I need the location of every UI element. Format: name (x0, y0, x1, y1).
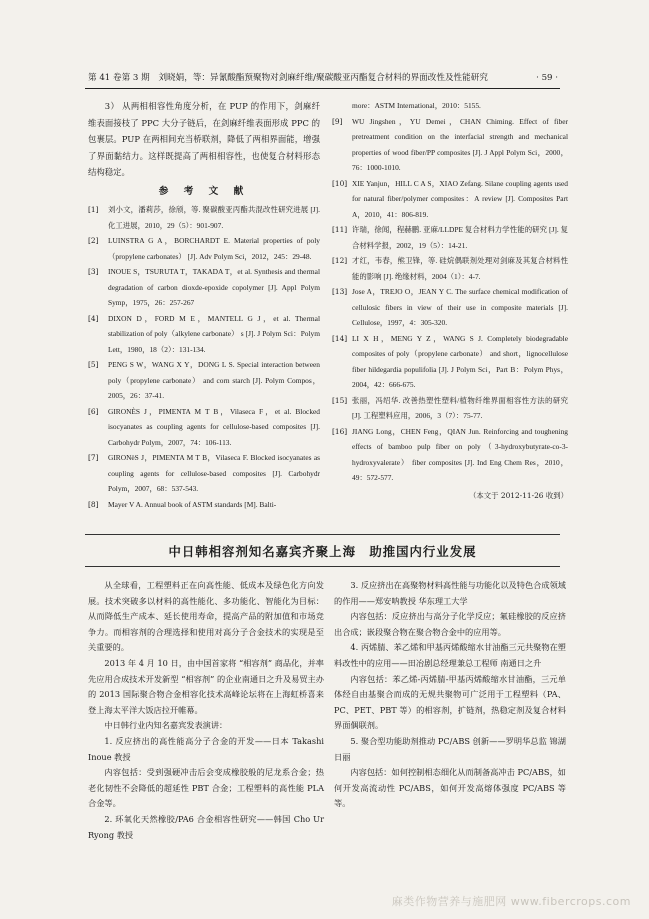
news-left-column (88, 578, 324, 843)
reference-item (88, 357, 320, 404)
reference-text: Jose A，TREJO O，JEAN Y C. The surface chemical modification of cellulosic fibers in view of their use in composite materials [J]. Cellulose，1997，4：305-320. (352, 287, 568, 327)
reference-text: GIRONèS J，PIMENTA M T B，Vilaseca F. Blocked isocyanates as coupling agents for cellulose-based composites [J]. Carbohydr Polym，2007，68：537-543. (108, 453, 320, 493)
reference-number: [16] (332, 426, 348, 436)
reference-number: [7] (88, 453, 99, 462)
running-header (88, 70, 558, 86)
news-paragraph: 从全球看，工程塑料正在向高性能、低成本及绿色化方向发展。技术突破多以材料的高性能化、多功能化、智能化为目标：从而降低生产成本、延长使用寿命，提高产品的附加值和市场竞争力。而相容剂的合理选择和使用对高分子合金技术的实现是至关重要的。 (88, 580, 324, 653)
reference-text: LI X H，MENG Y Z，WANG S J. Completely biodegradable composites of poly（propylene carbonate） and short，lignocellulose fiber hildegardia populifolia [J]. J Polym Sci，Part B：Polym Phys，2004，42：666-675. (352, 333, 568, 389)
reference-number: [8] (88, 499, 99, 509)
reference-item (88, 497, 320, 513)
reference-number: [5] (88, 360, 99, 369)
references-heading: 参 考 文 献 (158, 185, 250, 197)
news-paragraph: 中日韩行业内知名嘉宾发表演讲： (104, 720, 228, 731)
reference-number: [1] (88, 205, 99, 214)
reference-text: DIXON D，FORD M E，MANTELL G J，et al. Thermal stabilization of poly（alkylene carbonate） s [J]. J Polym Sci：Polym Lett，1980，18（2）：131-134. (108, 313, 320, 354)
news-paragraph: 4. 丙烯腈、苯乙烯和甲基丙烯酸缩水甘油酯三元共聚物在塑料改性中的应用——田冶剧总经理兼总工程师 南通日之升 (334, 642, 566, 668)
news-paragraph: 2013 年 4 月 10 日，由中国首家将 “相容剂” 商品化，并率先应用合成技术开发新型 “相容剂” 的企业南通日之升及易贸主办的 2013 国际聚合物合金相容化技术高峰论坛将在上海虹桥喜来登上海太平洋大饭店拉开帷幕。 (88, 657, 324, 715)
header-rule (85, 88, 560, 89)
reference-text: WU Jingshen，YU Demei，CHAN Chiming. Effect of fiber pretreatment condition on the interfacial strength and mechanical properties of wood fiber/PP composites [J]. J Appl Polym Sci，2000，76：1000-1010. (352, 116, 568, 172)
reference-number: [4] (88, 313, 99, 323)
reference-item (88, 450, 320, 497)
reference-item (88, 404, 320, 451)
reference-text: INOUE S，TSURUTA T，TAKADA T，et al. Synthesis and thermal degradation of carbon dioxde-epoxide copolymer [J]. Appl Polym Symp，1975，26：257-267 (108, 267, 320, 307)
section-divider-top (85, 534, 560, 535)
reference-item (332, 424, 568, 486)
reference-item (332, 176, 568, 223)
reference-list-left (88, 202, 320, 512)
journal-volume: 第 41 卷第 3 期 (88, 73, 150, 83)
reference-number: [14] (332, 333, 348, 343)
reference-number: [11] (332, 225, 348, 234)
reference-text: GIRONÈS J，PIMENTA M T B，Vilaseca F，et al. Blocked isocyanates as coupling agents for cellulose-based composites [J]. Carbohydr Polym，2007，74：106-113. (108, 406, 320, 447)
news-right-column (334, 578, 566, 812)
reference-text: 张丽，冯绍华. 改善热塑性塑料/植物纤维界面相容性方法的研究 [J]. 工程塑料应用，2006，3（7）：75-77. (352, 395, 568, 420)
news-paragraph: 内容包括：如何控制相态细化从而制备高冲击 PC/ABS，如何开发高流动性 PC/ABS，如何开发高熔体强度 PC/ABS 等等。 (334, 767, 566, 809)
reference-item (332, 114, 568, 176)
news-paragraph: 2. 环氧化天然橡胶/PA6 合金相容性研究——韩国 Cho Ur Ryong 教授 (88, 813, 324, 840)
reference-item (88, 264, 320, 311)
page-number: · 59 · (536, 73, 558, 83)
reference-number: [6] (88, 406, 99, 416)
site-watermark: 麻类作物营养与施肥网 www.fibercrops.com (391, 895, 631, 908)
reference-item (332, 253, 568, 284)
news-paragraph: 内容包括：苯乙烯-丙烯腈-甲基丙烯酸缩水甘油酯，三元单体经自由基聚合而成的无规共聚物可广泛用于工程塑料（PA、PC、PET、PBT 等）的相容剂，扩链剂，热稳定剂及复合材料界面偶联剂。 (334, 673, 566, 731)
reference-number: [10] (332, 178, 348, 188)
news-paragraph: 3. 反应挤出在高聚物材料高性能与功能化以及特色合成领域的作用——郑安呐教授 华东理工大学 (334, 580, 566, 606)
reference-list-right (332, 114, 568, 486)
reference-text: Mayer V A. Annual book of ASTM standards [M]. Balti- (108, 499, 277, 509)
reference-text: 许瑞，徐闻，程赫鹏. 亚麻/LLDPE 复合材料力学性能的研究 [J]. 复合材料学报，2002，19（5）：14-21. (352, 225, 568, 250)
reference-number: [13] (332, 287, 348, 296)
news-paragraph: 5. 聚合型功能助剂推动 PC/ABS 创新——罗明华总监 锦湖日丽 (334, 735, 566, 762)
reference-item (88, 233, 320, 264)
reference-item (88, 202, 320, 233)
section-divider-bottom (85, 566, 560, 567)
right-column (332, 98, 568, 503)
news-paragraph: 1. 反应挤出的高性能高分子合金的开发——日本 Takashi Inoue 教授 (88, 735, 324, 762)
reference-item (332, 284, 568, 331)
reference-item (332, 222, 568, 253)
reference-8-continuation: more：ASTM International，2010：5155. (352, 101, 481, 110)
reference-item (88, 311, 320, 358)
reference-text: 刘小文，潘莉莎，徐颀，等. 聚碳酸亚丙酯共混改性研究进展 [J]. 化工进展，2010，29（5）：901-907. (108, 205, 320, 230)
news-paragraph: 内容包括：受到强硬冲击后会变成橡胶般的尼龙系合金；热老化韧性不会降低的超延性 PBT 合金；工程塑料的高性能 PLA 合金等。 (88, 767, 324, 809)
reference-number: [9] (332, 116, 343, 126)
reference-text: LUINSTRA G A，BORCHARDT E. Material properties of poly（propylene carbonates） [J]. Adv Polym Sci，2012，245：29-48. (108, 236, 320, 261)
reference-number: [3] (88, 267, 99, 276)
reference-number: [12] (332, 256, 348, 265)
reference-number: [2] (88, 236, 99, 245)
left-column (88, 98, 320, 512)
reference-text: PENG S W，WANG X Y，DONG L S. Special interaction between poly（propylene carbonate） and corn starch [J]. Polym Compos，2005，26：37-41. (108, 360, 320, 400)
reference-text: 才红，韦春，熊卫锋，等. 硅烷偶联剂处理对剑麻及其复合材料性能的影响 [J]. 绝缘材料，2004（1）：4-7. (352, 256, 568, 281)
reference-text: JIANG Long，CHEN Feng，QIAN Jun. Reinforcing and toughening effects of bamboo pulp fiber on poly（3-hydroxybutyrate-co-3-hydroxyvalerate） fiber composites [J]. Ind Eng Chem Res，2010，49：572-577. (352, 426, 568, 482)
reference-text: XIE Yanjun，HILL C A S，XIAO Zefang. Silane coupling agents used for natural fiber/polymer composites：A review [J]. Composites Part A，2010，41：806-819. (352, 178, 568, 219)
news-title: 中日韩相容剂知名嘉宾齐聚上海 助推国内行业发展 (168, 544, 477, 559)
reference-item (332, 331, 568, 393)
news-paragraph: 内容包括：反应挤出与高分子化学反应；氟硅橡胶的反应挤出合成；嵌段聚合物在聚合物合金中的应用等。 (334, 611, 566, 637)
reference-number: [15] (332, 395, 348, 405)
reference-item (332, 393, 568, 424)
conclusion-paragraph: 3） 从两相相容性角度分析，在 PUP 的作用下，剑麻纤维表面接枝了 PPC 大分子链后，在剑麻纤维表面形成 PPC 的包裹层。PUP 在两相间充当桥联剂，降低了两相界面能，增强了界面黏结力。这样既提高了两相相容性，也使复合材料形态结构稳定。 (88, 101, 320, 177)
received-date: （本文于 2012-11-26 收到） (468, 490, 568, 500)
article-running-title: 刘晓娟，等：异氰酸酯预聚物对剑麻纤维/聚碳酸亚丙酯复合材料的界面改性及性能研究 (158, 73, 488, 83)
